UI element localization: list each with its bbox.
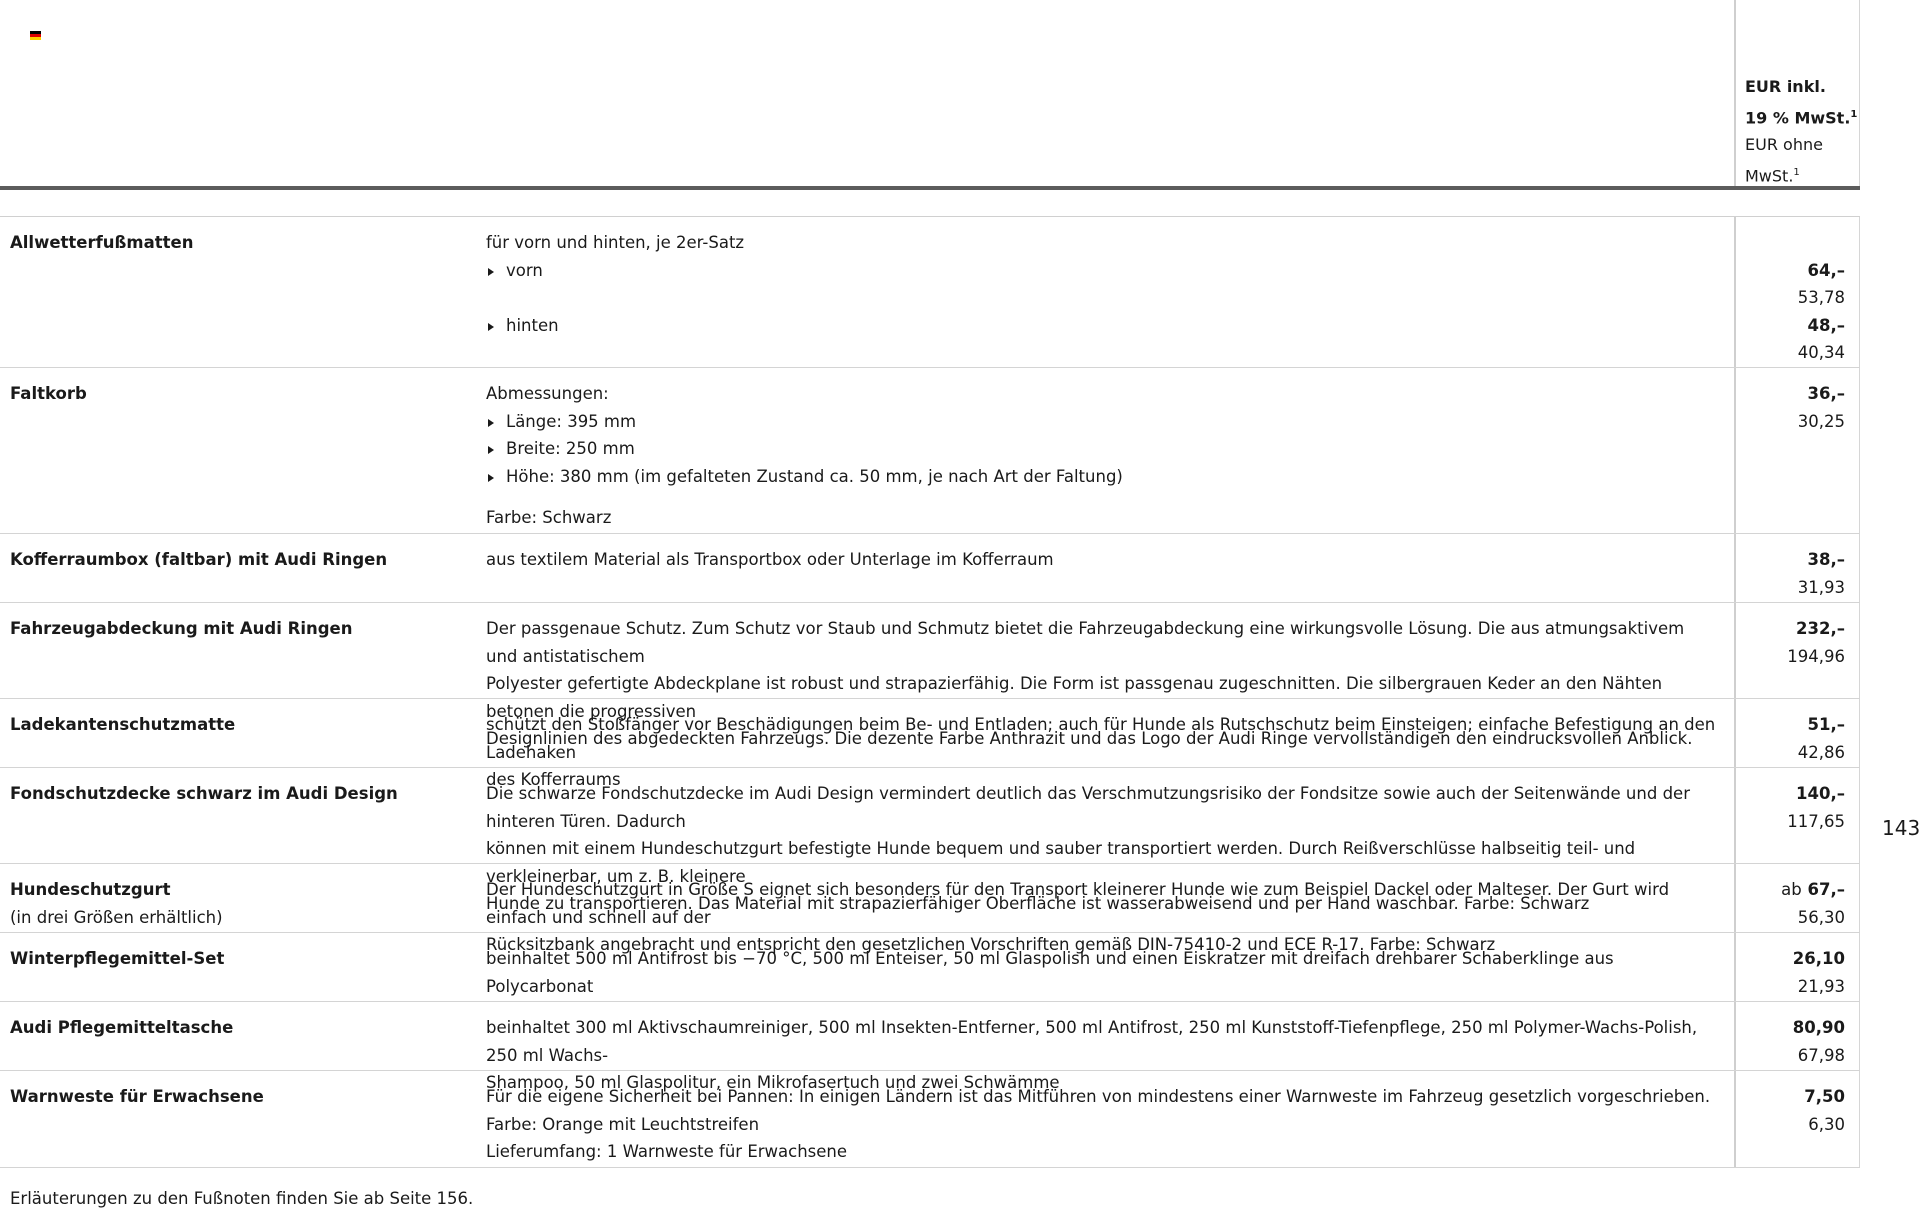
description-line: Hunde zu transportieren. Das Material mit strapazierfähiger Oberfläche ist wasserabweisend und per Hand waschbar. Farbe: Schwarz <box>486 894 1590 913</box>
price-gross: 48,– <box>1807 315 1845 335</box>
product-price <box>1745 380 1845 435</box>
product-name: Allwetterfußmatten <box>10 233 194 252</box>
product-name: Ladekantenschutzmatte <box>10 715 236 734</box>
description-line: Polyester gefertigte Abdeckplane ist robust und strapazierfähig. Die Form ist passgenau zugeschnitten. Die silbergrauen Keder an den Nähten betonen die progressiven <box>486 674 1663 721</box>
price-column-divider-header <box>1734 0 1736 190</box>
product-price <box>1745 229 1845 367</box>
bullet-item: hinten <box>486 312 1716 340</box>
product-name-note: (in drei Größen erhältlich) <box>10 907 223 927</box>
bullet-item: Höhe: 380 mm (im gefalteten Zustand ca. 50 mm, je nach Art der Faltung) <box>486 463 1716 491</box>
description-line: Rücksitzbank angebracht und entspricht den gesetzlichen Vorschriften gemäß DIN-75410-2 und ECE R-17. Farbe: Schwarz <box>486 935 1496 954</box>
description-line: Der passgenaue Schutz. Zum Schutz vor Staub und Schmutz bietet die Fahrzeugabdeckung eine wirkungsvolle Lösung. Die aus atmungsaktivem und antistatischem <box>486 619 1685 666</box>
description-line: Für die eigene Sicherheit bei Pannen: In einigen Ländern ist das Mitführen von mindestens einer Warnweste im Fahrzeug gesetzlich vorgeschrieben. <box>486 1087 1711 1106</box>
price-gross-header-line1: EUR inkl. <box>1745 77 1826 96</box>
price-net: 42,86 <box>1797 742 1845 762</box>
price-net: 31,93 <box>1797 577 1845 597</box>
price-net: 30,25 <box>1797 411 1845 431</box>
german-flag-icon <box>30 31 41 40</box>
price-gross <box>1745 876 1845 904</box>
description-line: Farbe: Schwarz <box>486 508 612 527</box>
product-description <box>486 1083 1716 1166</box>
description-line: schützt den Stoßfänger vor Beschädigungen beim Be- und Entladen; auch für Hunde als Rutschschutz beim Einsteigen; einfache Befestigung an den Ladehaken <box>486 715 1716 762</box>
price-net-header-line1: EUR ohne <box>1745 135 1823 155</box>
product-price <box>1745 711 1845 766</box>
product-description <box>486 380 1716 532</box>
price-prefix: ab <box>1781 880 1802 899</box>
product-name: Fondschutzdecke schwarz im Audi Design <box>10 784 398 803</box>
product-name-title: Hundeschutzgurt <box>10 880 171 899</box>
product-description <box>486 546 1716 574</box>
product-price <box>1745 876 1845 931</box>
description-line: können mit einem Hundeschutzgurt befestigte Hunde bequem und sauber transportiert werden. Durch Reißverschlüsse halbseitig teil- und verkleinerbar, um z. B. kleinere <box>486 839 1636 886</box>
price-net: 6,30 <box>1808 1114 1845 1134</box>
description-line: aus textilem Material als Transportbox oder Unterlage im Kofferraum <box>486 550 1054 569</box>
bullet-item: vorn <box>486 257 1716 285</box>
description-line: Die schwarze Fondschutzdecke im Audi Design vermindert deutlich das Verschmutzungsrisiko der Fondsitze sowie auch der Seitenwände und der hinteren Türen. Dadurch <box>486 784 1690 831</box>
product-price <box>1745 615 1845 670</box>
price-gross: 7,50 <box>1804 1087 1845 1106</box>
product-name: Faltkorb <box>10 384 87 403</box>
table-row <box>0 534 1860 603</box>
footnote-text: Erläuterungen zu den Fußnoten finden Sie ab Seite 156. <box>10 1189 474 1208</box>
table-row <box>0 217 1860 368</box>
price-gross: 38,– <box>1807 550 1845 569</box>
product-price <box>1745 546 1845 601</box>
price-gross: 80,90 <box>1792 1018 1845 1037</box>
product-name: Winterpflegemittel-Set <box>10 949 225 968</box>
product-name <box>10 876 223 931</box>
product-description <box>486 229 1716 339</box>
description-line: für vorn und hinten, je 2er-Satz <box>486 233 745 252</box>
bullet-item: Breite: 250 mm <box>486 435 1716 463</box>
description-line: des Kofferraums <box>486 770 621 789</box>
price-gross-value: 67,– <box>1807 880 1845 899</box>
price-net: 40,34 <box>1797 343 1845 362</box>
product-price <box>1745 780 1845 835</box>
footnote-marker: 1 <box>1793 166 1800 178</box>
price-net: 56,30 <box>1797 907 1845 927</box>
description-line: Lieferumfang: 1 Warnweste für Erwachsene <box>486 1142 848 1161</box>
price-gross: 26,10 <box>1792 949 1845 968</box>
price-gross: 36,– <box>1807 384 1845 403</box>
product-name: Fahrzeugabdeckung mit Audi Ringen <box>10 619 353 638</box>
product-price <box>1745 1083 1845 1138</box>
price-gross: 51,– <box>1807 715 1845 734</box>
table-row <box>0 1071 1860 1168</box>
description-line: beinhaltet 500 ml Antifrost bis −70 °C, 500 ml Enteiser, 50 ml Glaspolish und einen Eiskratzer mit dreifach drehbarer Schaberklinge aus Polycarbonat <box>486 949 1614 996</box>
product-name: Kofferraumbox (faltbar) mit Audi Ringen <box>10 550 388 569</box>
price-net: 67,98 <box>1797 1045 1845 1065</box>
footnote-marker: 1 <box>1850 108 1858 120</box>
bullet-item: Länge: 395 mm <box>486 408 1716 436</box>
table-row <box>0 864 1860 954</box>
product-price <box>1745 1014 1845 1069</box>
price-gross: 64,– <box>1807 260 1845 280</box>
price-net: 194,96 <box>1787 646 1845 666</box>
description-line: Designlinien des abgedeckten Fahrzeugs. Die dezente Farbe Anthrazit und das Logo der Audi Ringe vervollständigen den eindrucksvollen Anblick. <box>486 729 1693 748</box>
price-gross: 232,– <box>1796 619 1845 638</box>
description-line: Der Hundeschutzgurt in Größe S eignet sich besonders für den Transport kleinerer Hunde wie zum Beispiel Dackel oder Malteser. Der Gurt wird einfach und schnell auf der <box>486 880 1670 927</box>
description-line: Shampoo, 50 ml Glaspolitur, ein Mikrofasertuch und zwei Schwämme <box>486 1073 1060 1092</box>
table-row <box>0 368 1860 534</box>
header-divider <box>0 186 1860 190</box>
product-description <box>486 945 1716 1000</box>
product-name: Audi Pflegemitteltasche <box>10 1018 234 1037</box>
description-line: beinhaltet 300 ml Aktivschaumreiniger, 500 ml Insekten-Entferner, 500 ml Antifrost, 250 ml Kunststoff-Tiefenpflege, 250 ml Polymer-Wachs-Polish, 250 ml Wachs- <box>486 1018 1698 1065</box>
price-gross: 140,– <box>1796 784 1845 803</box>
table-right-border-header <box>1859 0 1860 190</box>
price-column-header <box>1745 73 1857 190</box>
price-net: 117,65 <box>1787 811 1845 831</box>
price-net: 53,78 <box>1797 288 1845 307</box>
product-name: Warnweste für Erwachsene <box>10 1087 264 1106</box>
page-number: 143 <box>1882 816 1920 840</box>
table-row <box>0 699 1860 789</box>
price-gross-header-line2: 19 % MwSt. <box>1745 107 1851 127</box>
description-line: Abmessungen: <box>486 384 609 403</box>
table-row <box>0 933 1860 1002</box>
description-line: Farbe: Orange mit Leuchtstreifen <box>486 1114 760 1134</box>
price-net: 21,93 <box>1797 976 1845 996</box>
table-row <box>0 1002 1860 1092</box>
price-net-header-line2: MwSt. <box>1745 166 1794 186</box>
product-price <box>1745 945 1845 1000</box>
